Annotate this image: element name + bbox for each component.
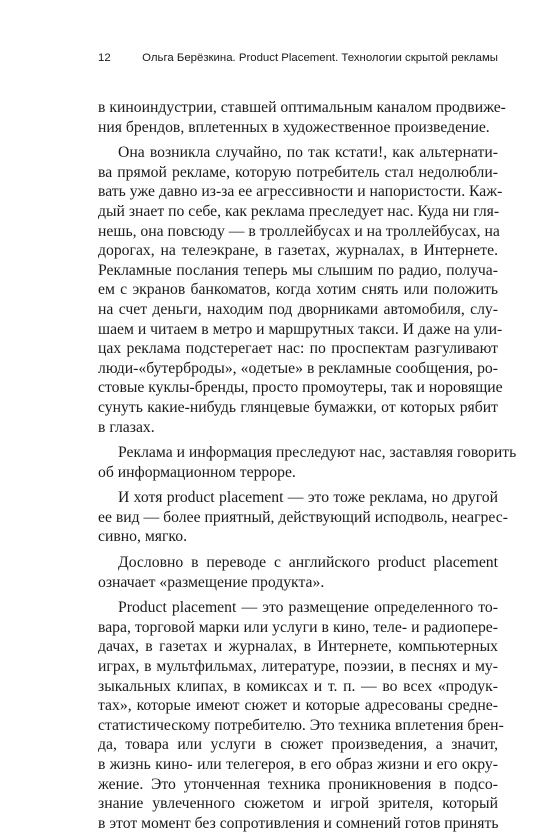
paragraph bbox=[98, 553, 498, 592]
text-line: Product placement — это размещение определенного то- bbox=[118, 599, 498, 617]
text-line: сунуть какие-нибудь глянцевые бумажки, от которых рябит bbox=[98, 398, 498, 416]
paragraph bbox=[98, 488, 508, 547]
text-line: тах», которые имеют сюжет и которые адресованы средне- bbox=[98, 697, 498, 715]
text-line: означает «размещение продукта». bbox=[98, 573, 325, 591]
running-title: Ольга Берёзкина. Product Placement. Технологии скрытой рекламы bbox=[142, 52, 498, 64]
paragraph bbox=[98, 98, 506, 137]
text-line: об информационном терроре. bbox=[98, 463, 296, 481]
text-line: в жизнь кино- или телегероя, в его образ жизни и его окру- bbox=[98, 756, 498, 773]
text-line: шаем и читаем в метро и маршрутных такси. И даже на ули- bbox=[98, 320, 503, 338]
text-line: ее вид — более приятный, действующий исподволь, неагрес- bbox=[98, 508, 508, 526]
text-line: Она возникла случайно, по так кстати!, как альтернати- bbox=[118, 144, 498, 162]
text-line: люди-«бутерброды», «одетые» в рекламные сообщения, ро- bbox=[98, 359, 498, 377]
paragraph bbox=[98, 598, 504, 833]
text-line: в глазах. bbox=[98, 418, 155, 436]
text-line: И хотя product placement — это тоже реклама, но другой bbox=[118, 489, 498, 507]
text-line: жение. Это утонченная техника проникновения в подсо- bbox=[98, 775, 498, 793]
text-line: Рекламные послания теперь мы слышим по радио, получа- bbox=[98, 261, 498, 279]
text-line: на счет деньги, находим под дворниками автомобиля, слу- bbox=[98, 300, 498, 318]
text-line: да, товара или услуги в сюжет произведения, а значит, bbox=[98, 736, 498, 754]
text-line: ва прямой рекламе, которую потребитель стал недолюбли- bbox=[98, 163, 498, 181]
main-text bbox=[98, 98, 517, 839]
text-line: знание увлеченного сюжетом и игрой зрителя, который bbox=[98, 795, 498, 813]
paragraph bbox=[98, 443, 517, 482]
text-line: ния брендов, вплетенных в художественное произведение. bbox=[98, 118, 490, 136]
text-line: цах реклама подстерегает нас: по проспектам разгуливают bbox=[98, 340, 498, 358]
text-line: нешь, она повсюду — в троллейбусах и на троллейбусах, на bbox=[98, 222, 500, 240]
text-line: в этот момент без сопротивления и сомнений готов принять bbox=[98, 814, 499, 832]
text-line: дачах, в газетах и журналах, в Интернете, компьютерных bbox=[98, 638, 498, 656]
page-number: 12 bbox=[98, 52, 111, 64]
text-line: дый знает по себе, как реклама преследует нас. Куда ни гля- bbox=[98, 202, 500, 220]
text-line: Реклама и информация преследуют нас, заставляя говорить bbox=[118, 444, 517, 462]
text-line: сивно, мягко. bbox=[98, 528, 188, 546]
text-line: Дословно в переводе с английского product placement bbox=[118, 554, 498, 572]
paragraph bbox=[98, 143, 503, 437]
text-line: в киноиндустрии, ставшей оптимальным каналом продвиже- bbox=[98, 99, 506, 116]
text-line: ем с экранов банкоматов, когда хотим снять или положить bbox=[98, 281, 498, 299]
text-line: вать уже давно из-за ее агрессивности и напористости. Каж- bbox=[98, 183, 503, 201]
running-header bbox=[98, 52, 498, 64]
text-line: вара, торговой марки или услуги в кино, теле- и радиопере- bbox=[98, 618, 498, 636]
text-line: играх, в мультфильмах, литературе, поэзии, в песнях и му- bbox=[98, 658, 498, 676]
text-line: статистическому потребителю. Это техника вплетения брен- bbox=[98, 716, 504, 734]
text-line: зыкальных клипах, в комиксах и т. п. — во всех «продук- bbox=[98, 677, 498, 695]
text-line: стовые куклы-бренды, просто промоутеры, так и норовящие bbox=[98, 379, 503, 397]
text-line: дорогах, на телеэкране, в газетах, журналах, в Интернете. bbox=[98, 242, 498, 260]
